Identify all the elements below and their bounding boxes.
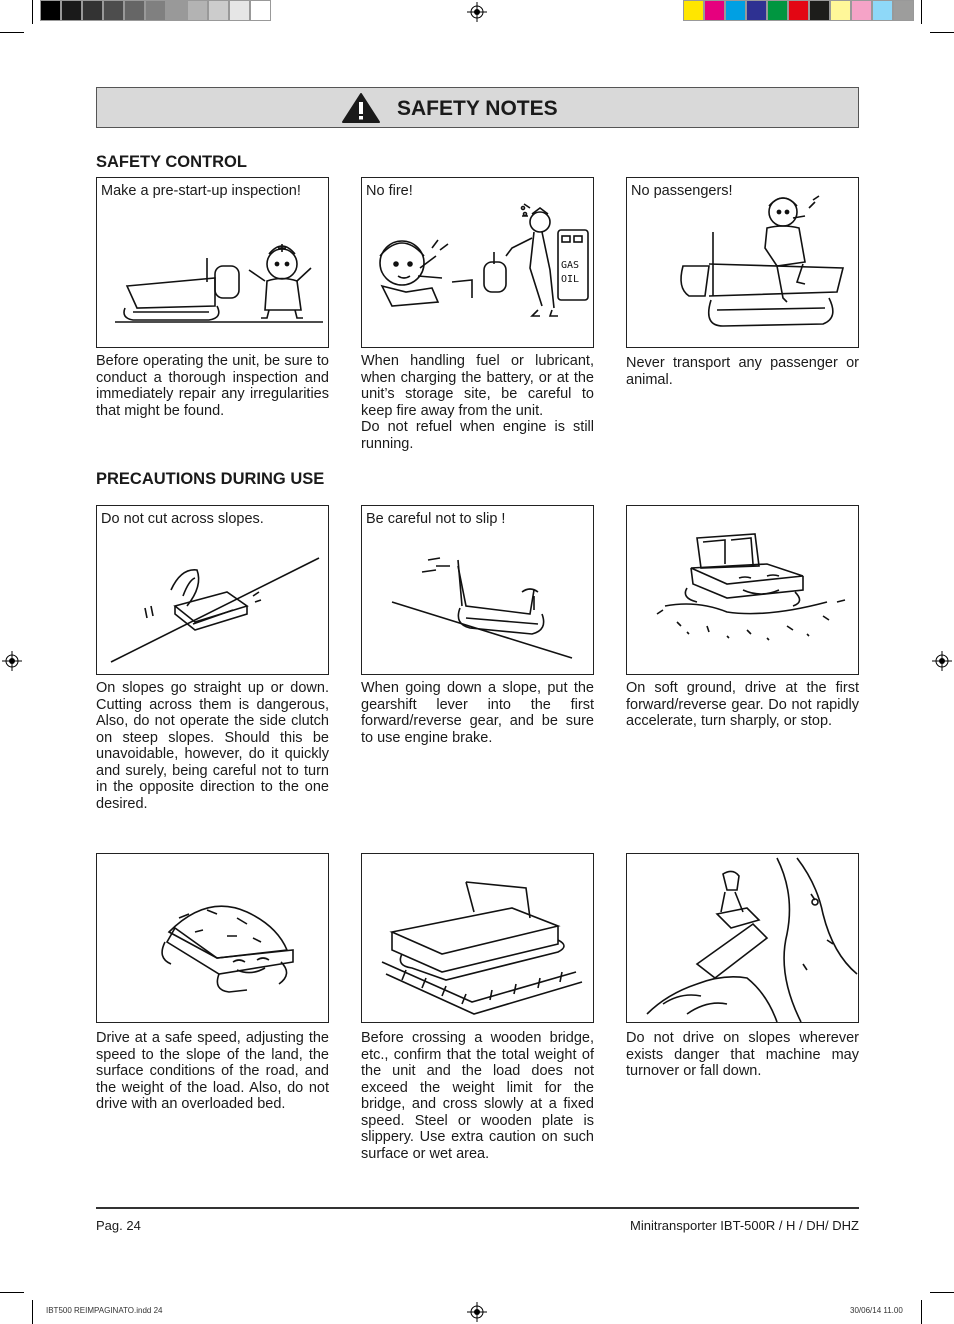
illustration-panel-soft-ground [626, 505, 859, 675]
paragraph-no-fire-line-2: Do not refuel when engine is still running. [361, 419, 594, 452]
color-swatch [82, 0, 103, 21]
warning-triangle-icon [341, 92, 381, 124]
illustration-panel-slip [361, 505, 594, 675]
color-swatch [704, 0, 725, 21]
crop-mark [921, 0, 922, 24]
illustration-panel-inspection [96, 177, 329, 348]
paragraph-no-passengers: Never transport any passenger or animal. [626, 355, 859, 388]
crop-mark [930, 1292, 954, 1293]
paragraph-danger-slope: Do not drive on slopes wherever exists danger that machine may turnover or fall down. [626, 1030, 859, 1079]
slug-date: 30/06/14 11.00 [850, 1306, 903, 1315]
crop-mark [32, 0, 33, 24]
color-swatch [40, 0, 61, 21]
section-title-safety-control: SAFETY CONTROL [96, 153, 247, 171]
color-swatch [250, 0, 271, 21]
crop-mark [921, 1300, 922, 1324]
color-swatch [872, 0, 893, 21]
section-title-precautions: PRECAUTIONS DURING USE [96, 470, 325, 488]
color-swatch [187, 0, 208, 21]
registration-mark-icon [2, 651, 22, 671]
panel-label: Make a pre-start-up inspection! [101, 183, 301, 199]
color-swatch [229, 0, 250, 21]
paragraph-slopes: On slopes go straight up or down. Cutting across them is dangerous, Also, do not operate the side clutch on steep slopes. Should this be unavoidable, however, do it quickly and surely, being careful not to turn in the opposite direction to the one desired. [96, 680, 329, 812]
color-swatch [809, 0, 830, 21]
paragraph-bridge: Before crossing a wooden bridge, etc., confirm that the total weight of the unit and the load does not exceed the weight limit for the bridge, and cross slowly at a fixed speed. Steel or wooden plate is slippery. Use extra caution on such surface or wet area. [361, 1030, 594, 1162]
crossing-slope-illustration [97, 506, 330, 676]
paragraph-safe-speed: Drive at a safe speed, adjusting the speed to the slope of the land, the surface conditions of the road, and the weight of the load. Also, do not drive with an overloaded bed. [96, 1030, 329, 1112]
color-swatch [208, 0, 229, 21]
paragraph-slip: When going down a slope, put the gearshift lever into the first forward/reverse gear, and be sure to use engine brake. [361, 680, 594, 746]
color-swatch [166, 0, 187, 21]
paragraph-no-fire-line-1: When handling fuel or lubricant, when charging the battery, or at the unit’s storage site, be careful to keep fire away from the unit. [361, 353, 594, 419]
paragraph-no-fire [361, 353, 594, 452]
panel-label: No passengers! [631, 183, 733, 199]
no-passengers-illustration [627, 178, 860, 349]
crawler-inspection-illustration [97, 178, 330, 349]
color-swatch [145, 0, 166, 21]
color-swatch [893, 0, 914, 21]
gas-sign-text: GAS [561, 260, 580, 271]
color-swatch [124, 0, 145, 21]
color-swatch [683, 0, 704, 21]
footer-rule [96, 1207, 859, 1209]
page-title: SAFETY NOTES [397, 97, 558, 120]
crop-mark [32, 1300, 33, 1324]
illustration-panel-no-fire [361, 177, 594, 348]
paragraph-inspection: Before operating the unit, be sure to conduct a thorough inspection and immediately repair any irregularities that might be found. [96, 353, 329, 419]
panel-label: Be careful not to slip ! [366, 511, 506, 527]
color-swatch [788, 0, 809, 21]
paragraph-soft-ground: On soft ground, drive at the first forward/reverse gear. Do not rapidly accelerate, turn sharply, or stop. [626, 680, 859, 729]
color-swatch [851, 0, 872, 21]
steep-cliff-illustration [627, 854, 860, 1024]
soft-ground-illustration [627, 506, 860, 676]
oil-sign-text: OIL [561, 274, 580, 285]
illustration-panel-no-passengers [626, 177, 859, 348]
crop-mark [0, 1292, 24, 1293]
wooden-bridge-illustration [362, 854, 595, 1024]
no-fire-illustration [362, 178, 595, 349]
illustration-panel-danger-slope [626, 853, 859, 1023]
registration-mark-icon [467, 1302, 487, 1322]
page-number: Pag. 24 [96, 1218, 141, 1233]
illustration-panel-bridge [361, 853, 594, 1023]
registration-mark-icon [932, 651, 952, 671]
color-swatch [725, 0, 746, 21]
color-swatch [61, 0, 82, 21]
color-swatch [103, 0, 124, 21]
crop-mark [0, 32, 24, 33]
color-swatch [830, 0, 851, 21]
registration-mark-icon [467, 2, 487, 22]
overloaded-bed-illustration [97, 854, 330, 1024]
panel-label: Do not cut across slopes. [101, 511, 264, 527]
product-name: Minitransporter IBT-500R / H / DH/ DHZ [630, 1218, 859, 1233]
illustration-panel-safe-speed [96, 853, 329, 1023]
panel-label: No fire! [366, 183, 413, 199]
downhill-slip-illustration [362, 506, 595, 676]
color-swatch [767, 0, 788, 21]
slug-file-name: IBT500 REIMPAGINATO.indd 24 [46, 1306, 163, 1315]
crop-mark [930, 32, 954, 33]
color-swatch [746, 0, 767, 21]
illustration-panel-slopes [96, 505, 329, 675]
